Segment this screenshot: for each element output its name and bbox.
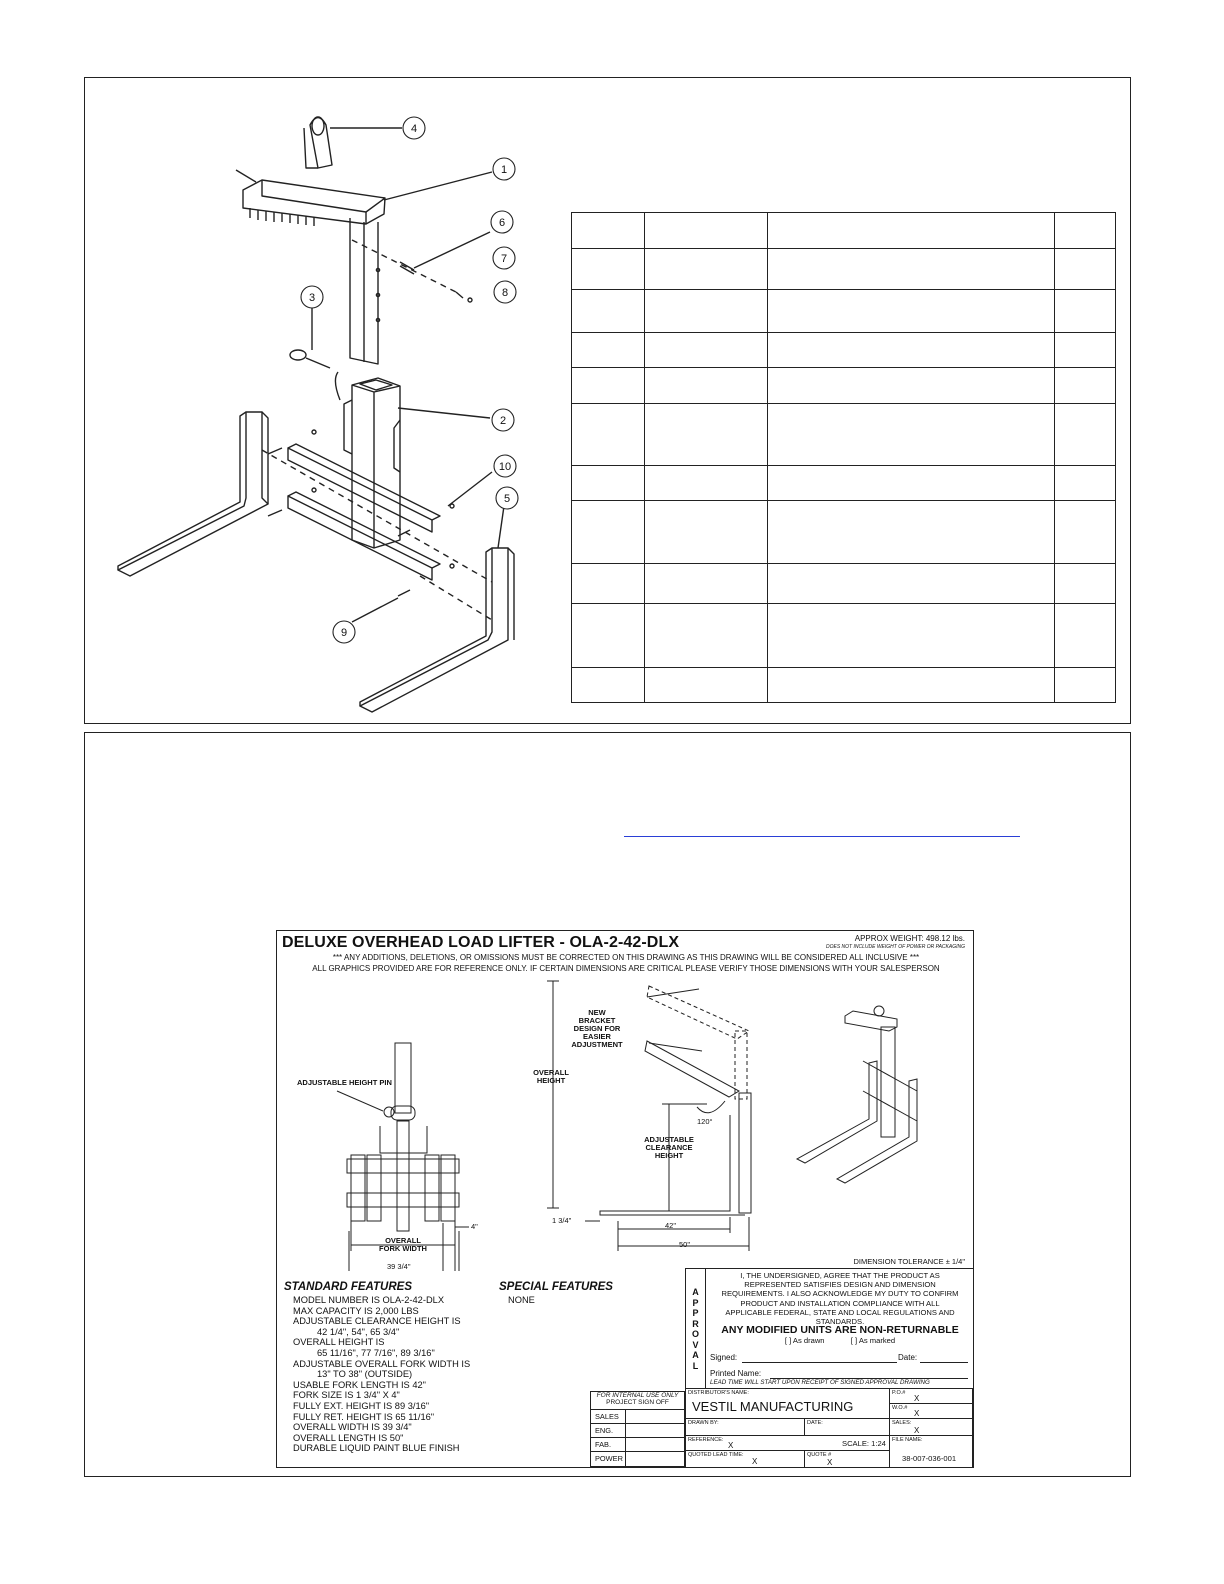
- svg-text:9: 9: [340, 627, 348, 639]
- po-cell: P.O.# X: [889, 1388, 973, 1404]
- notice-line-2: ALL GRAPHICS PROVIDED ARE FOR REFERENCE ONLY. IF CERTAIN DIMENSIONS ARE CRITICAL PLEASE VERIFY THOSE DIMENSIONS WITH YOUR SALESPERSON: [312, 964, 940, 973]
- reference-cell: REFERENCE: X SCALE: 1:24: [685, 1435, 890, 1451]
- weight-note: DOES NOT INCLUDE WEIGHT OF POWER OR PACKAGING: [826, 944, 965, 950]
- svg-text:3: 3: [308, 292, 316, 304]
- quote-number-cell: QUOTE # X: [804, 1450, 890, 1468]
- balloon-10: [494, 455, 516, 477]
- feature-item: 65 11/16", 77 7/16", 89 3/16": [317, 1347, 435, 1358]
- hyperlink-underline[interactable]: [624, 836, 1020, 837]
- printed-name-label: Printed Name:: [710, 1369, 762, 1378]
- feature-item: OVERALL LENGTH IS 50": [293, 1432, 404, 1443]
- date-cell: DATE:: [804, 1418, 890, 1436]
- feature-item: ADJUSTABLE OVERALL FORK WIDTH IS: [293, 1358, 471, 1369]
- feature-item: 42 1/4", 54", 65 3/4": [317, 1326, 400, 1337]
- dim-fork-length: 42": [665, 1221, 677, 1230]
- feature-item: ADJUSTABLE CLEARANCE HEIGHT IS: [293, 1316, 461, 1327]
- svg-text:7: 7: [500, 253, 508, 265]
- distributor-name: VESTIL MANUFACTURING: [692, 1399, 854, 1414]
- feature-item: MAX CAPACITY IS 2,000 LBS: [293, 1305, 419, 1316]
- signoff-row-power[interactable]: POWER: [591, 1451, 684, 1466]
- as-drawn-checkbox[interactable]: [ ] As drawn: [784, 1336, 825, 1346]
- feature-item: FULLY EXT. HEIGHT IS 89 3/16": [293, 1400, 430, 1411]
- balloon-2: [492, 409, 514, 431]
- feature-item: 13" TO 38" (OUTSIDE): [317, 1369, 413, 1380]
- balloon-7: [493, 247, 515, 269]
- callout-adjustable-clearance-height: ADJUSTABLE CLEARANCE HEIGHT: [644, 1135, 694, 1160]
- callout-overall-height: OVERALL HEIGHT: [533, 1068, 569, 1085]
- signed-label: Signed:: [710, 1353, 738, 1362]
- signature-line[interactable]: [742, 1362, 897, 1363]
- exploded-assembly-drawing: [100, 100, 540, 715]
- approval-drawing-sheet: [276, 930, 974, 1468]
- distributor-cell: DISTRIBUTOR'S NAME: VESTIL MANUFACTURING: [685, 1388, 890, 1419]
- notice-line-1: *** ANY ADDITIONS, DELETIONS, OR OMISSIONS MUST BE CORRECTED ON THIS DRAWING AS THIS DRAWING WILL BE CONSIDERED ALL INCLUSIVE ***: [332, 953, 920, 962]
- internal-use-label: FOR INTERNAL USE ONLY: [596, 1392, 679, 1399]
- sheet-title: DELUXE OVERHEAD LOAD LIFTER - OLA-2-42-DLX: [282, 934, 680, 951]
- standard-features-list: [293, 1295, 470, 1454]
- feature-item: MODEL NUMBER IS OLA-2-42-DLX: [293, 1295, 445, 1305]
- dim-fork-thickness: 1 3/4": [552, 1216, 572, 1225]
- svg-text:2: 2: [499, 415, 507, 427]
- drawn-by-cell: DRAWN BY:: [685, 1418, 805, 1436]
- dimension-tolerance: DIMENSION TOLERANCE ± 1/4": [853, 1257, 965, 1266]
- svg-text:8: 8: [501, 287, 509, 299]
- approval-vertical-label: A P P R O V A L: [686, 1269, 706, 1389]
- balloon-9: [333, 621, 355, 643]
- feature-item: OVERALL HEIGHT IS: [293, 1337, 385, 1348]
- date-line[interactable]: [920, 1362, 968, 1363]
- callout-overall-fork-width: OVERALL FORK WIDTH: [379, 1236, 427, 1253]
- balloon-1: [493, 158, 515, 180]
- signoff-row-sales[interactable]: SALES: [591, 1409, 684, 1424]
- product-views-drawing: [277, 931, 974, 1271]
- balloon-4: [403, 117, 425, 139]
- feature-item: FULLY RET. HEIGHT IS 65 11/16": [293, 1411, 435, 1422]
- svg-text:1: 1: [500, 164, 508, 176]
- standard-features-heading: STANDARD FEATURES: [284, 1281, 412, 1293]
- svg-text:6: 6: [498, 217, 506, 229]
- approval-statement: I, THE UNDERSIGNED, AGREE THAT THE PRODUCT AS REPRESENTED SATISFIES DESIGN AND DIMENSION REQUIREMENTS. I ALSO ACKNOWLEDGE MY DUTY TO CONFIRM PRODUCT AND INSTALLATION COMPLIANCE WITH ALL APPLICABLE FEDERAL, STATE AND LOCAL REGULATIONS AND STANDARDS.: [721, 1271, 959, 1327]
- feature-item: FORK SIZE IS 1 3/4" X 4": [293, 1390, 400, 1401]
- approx-weight: APPROX WEIGHT: 498.12 lbs.: [854, 934, 965, 943]
- svg-text:4: 4: [410, 123, 418, 135]
- dim-overall-length: 50": [679, 1240, 691, 1249]
- dim-angle: 120°: [697, 1117, 713, 1126]
- feature-item: OVERALL WIDTH IS 39 3/4": [293, 1422, 412, 1433]
- as-marked-checkbox[interactable]: [ ] As marked: [850, 1336, 896, 1346]
- special-features-heading: SPECIAL FEATURES: [499, 1281, 613, 1293]
- file-name-cell: FILE NAME: 38-007-036-001: [889, 1435, 973, 1468]
- date-label: Date:: [898, 1353, 918, 1362]
- lead-time-note: LEAD TIME WILL START UPON RECEIPT OF SIGNED APPROVAL DRAWING: [710, 1379, 930, 1386]
- project-sign-off: [590, 1391, 685, 1467]
- wo-cell: W.O.# X: [889, 1403, 973, 1419]
- balloon-8: [494, 281, 516, 303]
- non-returnable-notice: ANY MODIFIED UNITS ARE NON-RETURNABLE: [721, 1324, 959, 1337]
- callout-new-bracket: NEW BRACKET DESIGN FOR EASIER ADJUSTMENT: [571, 1008, 623, 1049]
- feature-item: DURABLE LIQUID PAINT BLUE FINISH: [293, 1443, 460, 1454]
- approval-statement-area: [706, 1271, 974, 1346]
- quoted-lead-time-cell: QUOTED LEAD TIME: X: [685, 1450, 805, 1468]
- special-features-item: NONE: [508, 1295, 535, 1305]
- signoff-row-fab[interactable]: FAB.: [591, 1437, 684, 1452]
- svg-text:10: 10: [498, 461, 512, 473]
- sales-cell: SALES: X: [889, 1418, 973, 1436]
- svg-text:5: 5: [503, 493, 511, 505]
- dim-overall-width: 39 3/4": [387, 1262, 411, 1271]
- signoff-row-eng[interactable]: ENG.: [591, 1423, 684, 1438]
- scale-label: SCALE: 1:24: [842, 1439, 886, 1448]
- balloon-3: [301, 286, 323, 308]
- sign-off-label: PROJECT SIGN OFF: [606, 1399, 669, 1406]
- balloon-5: [496, 487, 518, 509]
- callout-adjustable-height-pin: ADJUSTABLE HEIGHT PIN: [297, 1078, 392, 1087]
- balloon-6: [491, 211, 513, 233]
- approval-block: [685, 1268, 974, 1389]
- parts-list-table: [571, 212, 1116, 703]
- feature-item: USABLE FORK LENGTH IS 42": [293, 1379, 426, 1390]
- dim-4in: 4": [471, 1222, 478, 1231]
